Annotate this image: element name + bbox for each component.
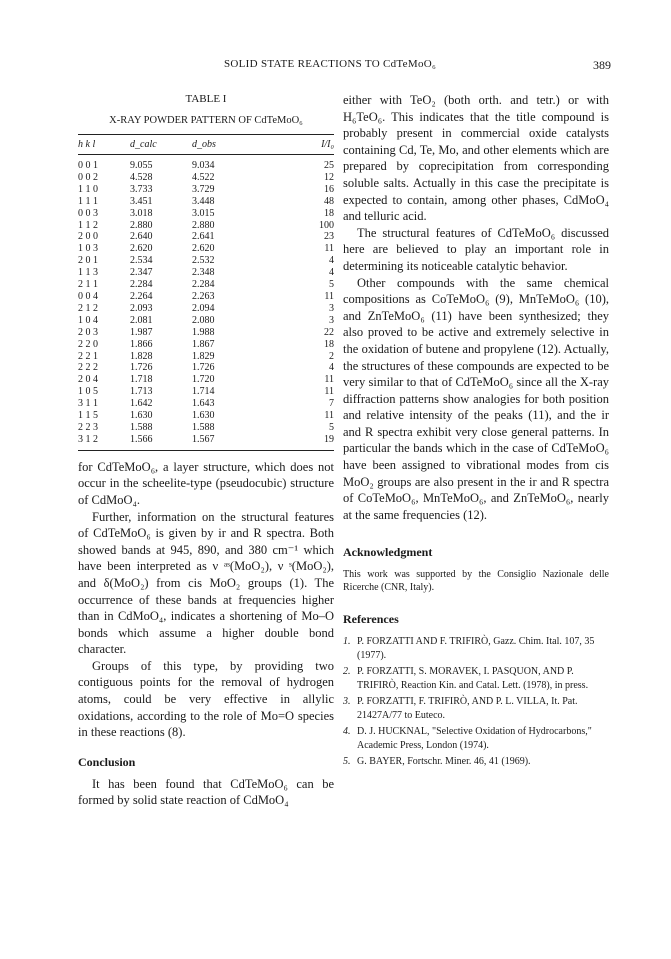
- table-cell: 2.532: [192, 255, 215, 267]
- table-cell: 7: [329, 398, 334, 410]
- table-cell: 3.733: [130, 183, 153, 195]
- table-cell: 1.713: [130, 386, 153, 398]
- page-header: [0, 58, 671, 78]
- reference-item: [343, 635, 609, 662]
- table-row: [78, 303, 334, 315]
- table-cell: 1.867: [192, 338, 215, 350]
- table-cell: 3.018: [130, 207, 153, 219]
- right-paragraph-1: either with TeO₂ (both orth. and tetr.) or with H₆TeO₆. This indicates that the title compound is probably present in commercial oxide catalysts containing Cd, Te, Mo, and other elements which are prepared by coprecipitation from corresponding soluble salts. Actually in this case the precipitate is expected to contain, among other phases, CdMoO₄ and telluric acid.: [343, 93, 609, 224]
- table-cell: 9.034: [192, 160, 215, 171]
- reference-number: 3.: [343, 696, 351, 708]
- table-row: [78, 184, 334, 196]
- table-cell: 2: [329, 350, 334, 362]
- table-row: [78, 279, 334, 291]
- reference-text: D. J. HUCKNAL, "Selective Oxidation of Hydrocarbons," Academic Press, London (1974).: [357, 726, 592, 751]
- table-cell: 2.094: [192, 302, 215, 314]
- table-cell: 2 2 1: [78, 350, 98, 362]
- col-header-dcalc: d_calc: [130, 135, 192, 155]
- table-cell: 100: [319, 219, 334, 231]
- table-cell: 16: [324, 183, 334, 195]
- acknowledgment-heading: Acknowledgment: [343, 545, 433, 560]
- table-cell: 4: [329, 255, 334, 267]
- table-cell: 2 0 1: [78, 255, 98, 267]
- table-cell: 1.714: [192, 386, 215, 398]
- table-cell: 1 0 5: [78, 386, 98, 398]
- acknowledgment-text: This work was supported by the Consiglio Nazionale delle Ricerche (CNR, Italy).: [343, 569, 609, 594]
- table-cell: 1 0 4: [78, 314, 98, 326]
- table-cell: 2.880: [192, 219, 215, 231]
- table-cell: 3: [329, 302, 334, 314]
- table-cell: 0 0 2: [78, 171, 98, 183]
- table-cell: 11: [324, 374, 334, 386]
- table-cell: 4: [329, 267, 334, 279]
- table-cell: 0 0 4: [78, 290, 98, 302]
- col-header-intensity: I/I₀: [266, 135, 334, 155]
- table-cell: 2.263: [192, 290, 215, 302]
- conclusion-heading: Conclusion: [78, 754, 136, 769]
- reference-number: 2.: [343, 666, 351, 678]
- table-cell: 2.284: [130, 279, 153, 291]
- table-cell: 1.720: [192, 374, 215, 386]
- table-cell: 2 0 3: [78, 326, 98, 338]
- table-cell: 11: [324, 410, 334, 422]
- table-cell: 4: [329, 362, 334, 374]
- table-cell: 18: [324, 207, 334, 219]
- table-cell: 1 1 1: [78, 195, 98, 207]
- table-label: TABLE I: [185, 93, 227, 105]
- running-head: SOLID STATE REACTIONS TO CdTeMoO₆: [224, 58, 437, 70]
- table-cell: 19: [266, 434, 334, 450]
- table-row: [78, 398, 334, 410]
- table-row: [78, 291, 334, 303]
- table-cell: 23: [324, 231, 334, 243]
- table-cell: 2 1 1: [78, 279, 98, 291]
- table-row: [78, 267, 334, 279]
- table-cell: 2 2 0: [78, 338, 98, 350]
- table-cell: 2.264: [130, 290, 153, 302]
- table-cell: 1.642: [130, 398, 153, 410]
- table-cell: 2.534: [130, 255, 153, 267]
- table-row: [78, 243, 334, 255]
- page-number: 389: [593, 58, 611, 72]
- table-cell: 1.643: [192, 398, 215, 410]
- table-body: [78, 155, 334, 451]
- table-cell: 4.528: [130, 171, 153, 183]
- table-cell: 2 2 3: [78, 421, 98, 433]
- table-row: [78, 386, 334, 398]
- table-cell: 3 1 1: [78, 398, 98, 410]
- table-row: [78, 231, 334, 243]
- reference-text: P. FORZATTI, F. TRIFIRÒ, AND P. L. VILLA, It. Pat. 21427A/77 to Euteco.: [357, 696, 578, 721]
- table-cell: 2.348: [192, 267, 215, 279]
- table-cell: 2 0 0: [78, 231, 98, 243]
- references-list: [343, 635, 609, 769]
- table-cell: 0 0 1: [78, 160, 98, 171]
- table-cell: 1.588: [130, 421, 153, 433]
- table-cell: 1 1 5: [78, 410, 98, 422]
- table-cell: 1.829: [192, 350, 215, 362]
- reference-text: P. FORZATTI AND F. TRIFIRÒ, Gazz. Chim. Ital. 107, 35 (1977).: [357, 636, 595, 661]
- right-paragraph-2: The structural features of CdTeMoO₆ discussed here are believed to play an important role in determining its noticeable catalytic behavior.: [343, 225, 609, 273]
- table-cell: 0 0 3: [78, 207, 98, 219]
- right-column: [343, 92, 609, 772]
- table-row: [78, 255, 334, 267]
- table-cell: 2.641: [192, 231, 215, 243]
- table-cell: 1.567: [192, 434, 266, 450]
- table-cell: 2 0 4: [78, 374, 98, 386]
- table-cell: 48: [324, 195, 334, 207]
- table-cell: 1 1 3: [78, 267, 98, 279]
- left-column: [78, 92, 334, 809]
- reference-text: G. BAYER, Fortschr. Miner. 46, 41 (1969).: [357, 756, 531, 768]
- table-row: [78, 410, 334, 422]
- reference-item: [343, 695, 609, 722]
- table-cell: 9.055: [130, 160, 153, 171]
- table-cell: 4.522: [192, 171, 215, 183]
- table-row: [78, 362, 334, 374]
- reference-item: [343, 755, 609, 769]
- table-row: [78, 327, 334, 339]
- table-cell: 12: [324, 171, 334, 183]
- table-row: [78, 374, 334, 386]
- table-cell: 1.726: [192, 362, 215, 374]
- reference-number: 1.: [343, 636, 351, 648]
- table-cell: 2.640: [130, 231, 153, 243]
- table-cell: 3: [329, 314, 334, 326]
- table-cell: 2 1 2: [78, 302, 98, 314]
- table-cell: 2.620: [192, 243, 215, 255]
- table-cell: 1.828: [130, 350, 153, 362]
- references-heading: References: [343, 612, 399, 627]
- reference-item: [343, 665, 609, 692]
- table-cell: 1.987: [130, 326, 153, 338]
- table-cell: 5: [329, 421, 334, 433]
- table-cell: 1.630: [130, 410, 153, 422]
- table-cell: 1.988: [192, 326, 215, 338]
- table-cell: 1.588: [192, 421, 215, 433]
- table-row: [78, 434, 334, 450]
- table-cell: 22: [324, 326, 334, 338]
- table-row: [78, 220, 334, 232]
- xray-powder-table: [78, 134, 334, 451]
- table-cell: 1.566: [130, 434, 192, 450]
- table-cell: 5: [329, 279, 334, 291]
- table-cell: 1.726: [130, 362, 153, 374]
- table-cell: 11: [324, 386, 334, 398]
- table-cell: 3.448: [192, 195, 215, 207]
- table-row: [78, 351, 334, 363]
- table-cell: 1.866: [130, 338, 153, 350]
- table-row: [78, 208, 334, 220]
- table-cell: 2.093: [130, 302, 153, 314]
- table-row: [78, 196, 334, 208]
- table-row: [78, 422, 334, 434]
- table-row: [78, 339, 334, 351]
- left-paragraph-3: Groups of this type, by providing two contiguous points for the removal of hydrogen atoms, could be very effective in allylic oxidations, according to the role of Mo=O species in these reactions (8).: [78, 658, 334, 740]
- table-cell: 1 0 3: [78, 243, 98, 255]
- table-row: [78, 315, 334, 327]
- table-header-row: [78, 135, 334, 155]
- table-cell: 2 2 2: [78, 362, 98, 374]
- table-cell: 3.015: [192, 207, 215, 219]
- reference-number: 4.: [343, 726, 351, 738]
- table-row: [78, 172, 334, 184]
- reference-item: [343, 725, 609, 752]
- table-cell: 11: [324, 290, 334, 302]
- table-cell: 3.729: [192, 183, 215, 195]
- left-paragraph-2: Further, information on the structural features of CdTeMoO₆ is given by ir and R spectra. Both showed bands at 945, 890, and 380 cm⁻¹ which have been interpreted as ν ᵃˢ(MoO₂), ν ˢ(MoO₂), and δ(MoO₂) from cis MoO₂ groups (1). The occurrence of these bands at frequencies higher than in CdMoO₄, indicates a shortening of Mo–O bonds which assume a higher double bond character.: [78, 509, 334, 657]
- table-cell: 2.347: [130, 267, 153, 279]
- table-cell: 25: [324, 160, 334, 171]
- table-cell: 2.880: [130, 219, 153, 231]
- table-cell: 3 1 2: [78, 434, 130, 450]
- left-paragraph-1: for CdTeMoO₆, a layer structure, which does not occur in the scheelite-type (pseudocubic) structure of CdMoO₄.: [78, 459, 334, 507]
- table-cell: 1.718: [130, 374, 153, 386]
- table-cell: 1 1 0: [78, 183, 98, 195]
- table-cell: 11: [324, 243, 334, 255]
- reference-number: 5.: [343, 756, 351, 768]
- table-cell: 2.620: [130, 243, 153, 255]
- table-cell: 1.630: [192, 410, 215, 422]
- table-cell: 3.451: [130, 195, 153, 207]
- table-cell: 18: [324, 338, 334, 350]
- table-cell: 2.080: [192, 314, 215, 326]
- left-paragraph-4: It has been found that CdTeMoO₆ can be formed by solid state reaction of CdMoO₄: [78, 776, 334, 808]
- table-row: [78, 155, 334, 172]
- table-cell: 1 1 2: [78, 219, 98, 231]
- table-cell: 2.284: [192, 279, 215, 291]
- col-header-dobs: d_obs: [192, 135, 266, 155]
- reference-text: P. FORZATTI, S. MORAVEK, I. PASQUON, AND P. TRIFIRÒ, Reaction Kin. and Catal. Lett. (1978), in press.: [357, 666, 589, 691]
- right-paragraph-3: Other compounds with the same chemical compositions as CoTeMoO₆ (9), MnTeMoO₆ (10), and ZnTeMoO₆ (11) have been synthesized; they also proved to be active and extremely selective in the oxidation of butene and propylene (12). Actually, the structures of these compounds are expected to be very similar to that of CdTeMoO₆ since all the X-ray diffraction patterns show analogies for both position and relative intensity of the peaks (11), and the ir and R spectra exhibit very close general patterns. In particular the bands which in the case of CdTeMoO₆ have been assigned to vibrational modes from cis MoO₂ groups are also present in the ir and R spectra of CoTeMoO₆, MnTeMoO₆, and ZnTeMoO₆, nearly at the same frequencies (12).: [343, 275, 609, 522]
- table-cell: 2.081: [130, 314, 153, 326]
- table-caption: X-RAY POWDER PATTERN OF CdTeMoO₆: [109, 115, 303, 126]
- col-header-hkl: h k l: [78, 135, 130, 155]
